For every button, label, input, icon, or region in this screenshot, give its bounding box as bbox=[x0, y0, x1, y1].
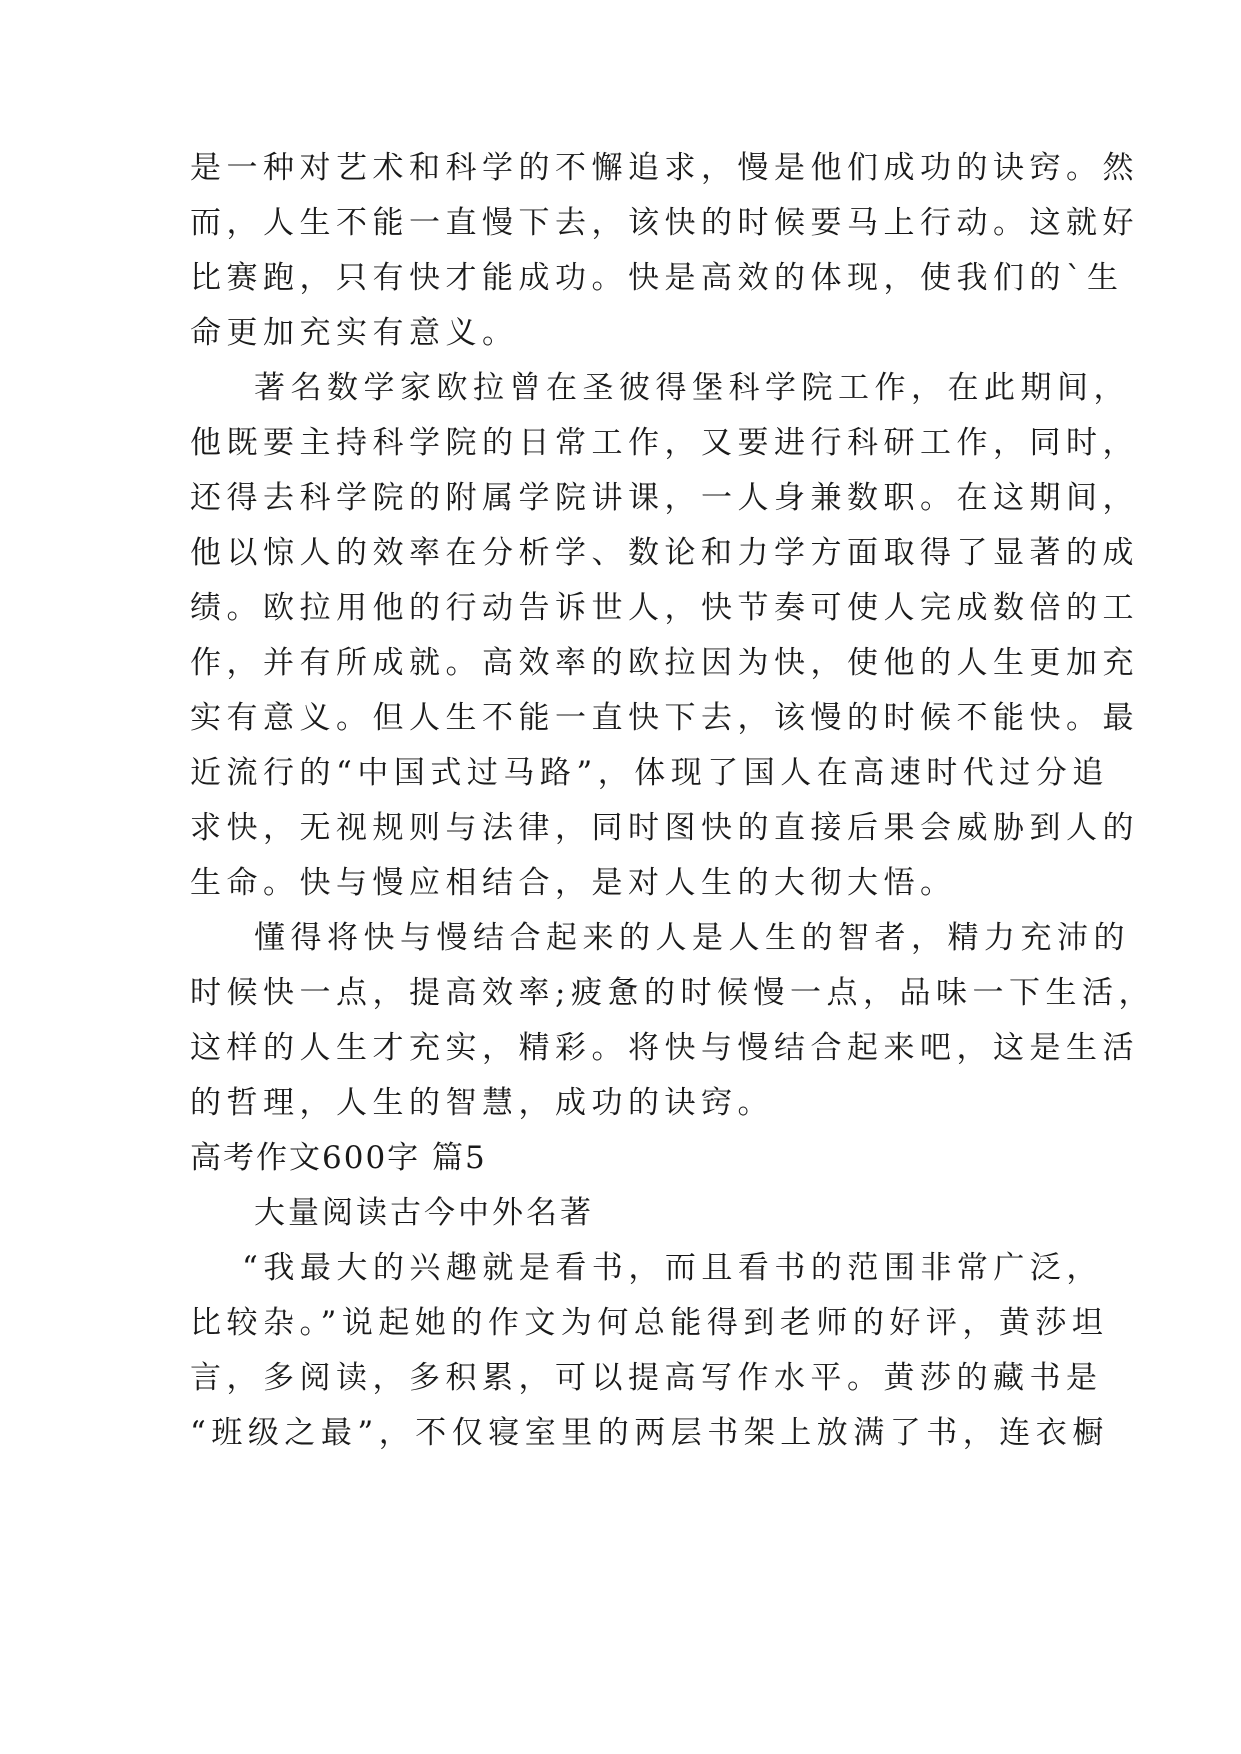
paragraph-1-line-4: 命更加充实有意义。 bbox=[190, 315, 519, 351]
paragraph-2-line-10: 生命。快与慢应相结合，是对人生的大彻大悟。 bbox=[190, 865, 957, 901]
paragraph-3-line-2: 时候快一点，提高效率;疲惫的时候慢一点，品味一下生活， bbox=[190, 975, 1155, 1011]
paragraph-4-line-2: 比较杂。”说起她的作文为何总能得到老师的好评，黄莎坦 bbox=[190, 1305, 1109, 1341]
paragraph-2-line-8: 近流行的“中国式过马路”，体现了国人在高速时代过分追 bbox=[190, 755, 1109, 791]
paragraph-3-line-1: 懂得将快与慢结合起来的人是人生的智者，精力充沛的 bbox=[254, 920, 1130, 956]
paragraph-2-line-5: 绩。欧拉用他的行动告诉世人，快节奏可使人完成数倍的工 bbox=[190, 590, 1139, 626]
paragraph-2-line-3: 还得去科学院的附属学院讲课，一人身兼数职。在这期间， bbox=[190, 480, 1139, 516]
paragraph-4-line-3: 言，多阅读，多积累，可以提高写作水平。黄莎的藏书是 bbox=[190, 1360, 1103, 1396]
paragraph-4-line-1: “我最大的兴趣就是看书，而且看书的范围非常广泛， bbox=[242, 1250, 1103, 1286]
paragraph-2-line-2: 他既要主持科学院的日常工作，又要进行科研工作，同时， bbox=[190, 425, 1139, 461]
paragraph-2-line-9: 求快，无视规则与法律，同时图快的直接后果会威胁到人的 bbox=[190, 810, 1139, 846]
paragraph-3-line-4: 的哲理，人生的智慧，成功的诀窍。 bbox=[190, 1085, 774, 1121]
paragraph-2-line-1: 著名数学家欧拉曾在圣彼得堡科学院工作，在此期间， bbox=[254, 370, 1130, 406]
paragraph-2-line-7: 实有意义。但人生不能一直快下去，该慢的时候不能快。最 bbox=[190, 700, 1139, 736]
essay-title: 大量阅读古今中外名著 bbox=[254, 1195, 594, 1231]
paragraph-1-line-1: 是一种对艺术和科学的不懈追求，慢是他们成功的诀窍。然 bbox=[190, 150, 1139, 186]
paragraph-1-line-3: 比赛跑，只有快才能成功。快是高效的体现，使我们的`生 bbox=[190, 260, 1124, 296]
paragraph-2-line-6: 作，并有所成就。高效率的欧拉因为快，使他的人生更加充 bbox=[190, 645, 1139, 681]
paragraph-2-line-4: 他以惊人的效率在分析学、数论和力学方面取得了显著的成 bbox=[190, 535, 1139, 571]
section-heading: 高考作文600字 篇5 bbox=[190, 1140, 487, 1176]
paragraph-1-line-2: 而，人生不能一直慢下去，该快的时候要马上行动。这就好 bbox=[190, 205, 1139, 241]
paragraph-4-line-4: “班级之最”，不仅寝室里的两层书架上放满了书，连衣橱 bbox=[190, 1415, 1109, 1451]
paragraph-3-line-3: 这样的人生才充实，精彩。将快与慢结合起来吧，这是生活 bbox=[190, 1030, 1139, 1066]
